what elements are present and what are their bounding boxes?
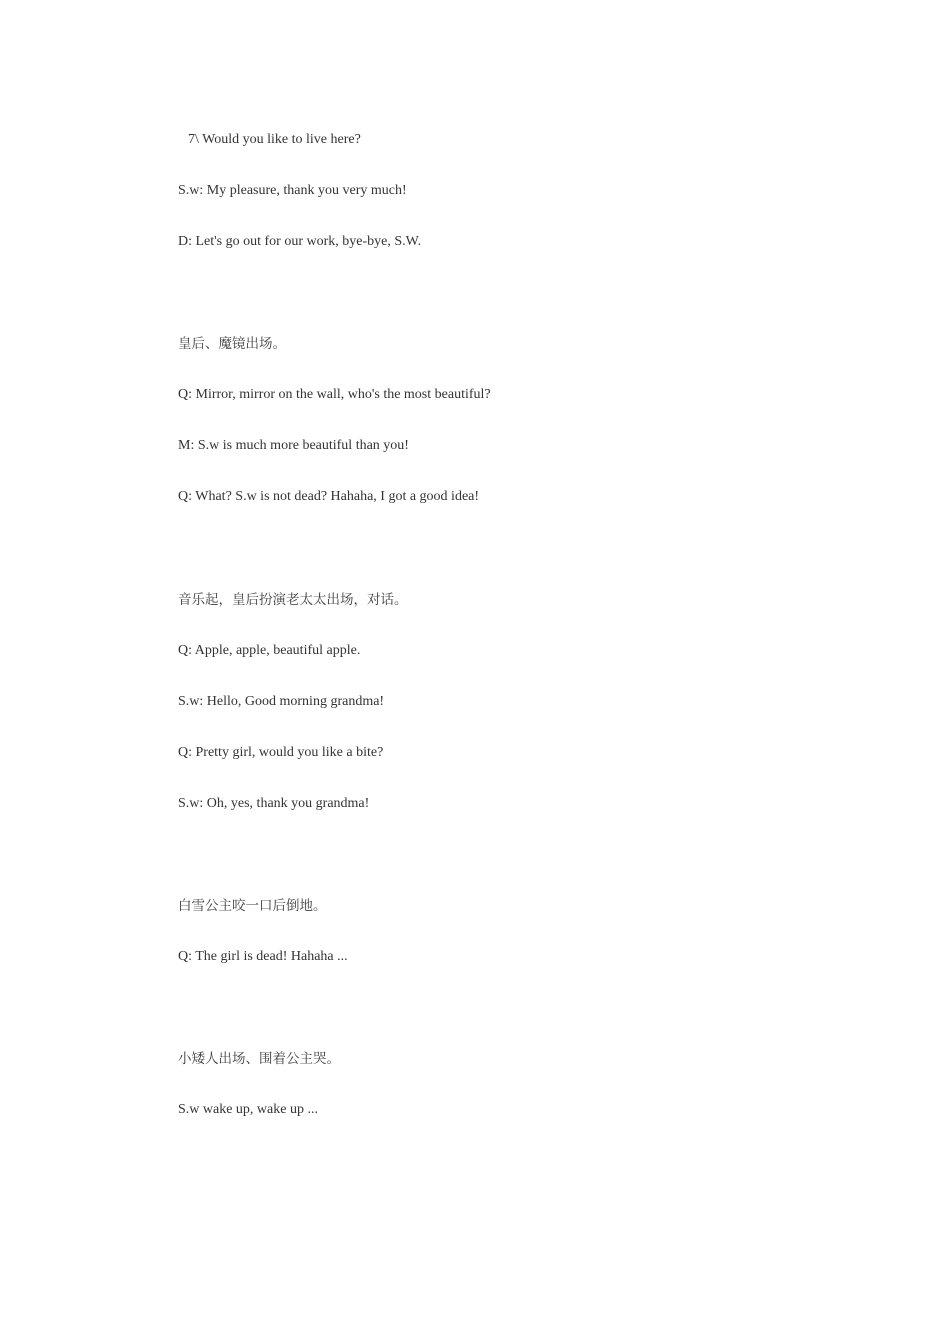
dialogue-line: S.w wake up, wake up ...: [178, 1102, 318, 1117]
stage-direction: 白雪公主咬一口后倒地。: [178, 898, 327, 914]
dialogue-line: D: Let's go out for our work, bye-bye, S.W.: [178, 234, 422, 249]
dialogue-line: Q: Mirror, mirror on the wall, who's the most beautiful?: [178, 387, 491, 402]
dialogue-line: M: S.w is much more beautiful than you!: [178, 438, 409, 453]
dialogue-line: S.w: Hello, Good morning grandma!: [178, 694, 385, 709]
dialogue-line: Q: Apple, apple, beautiful apple.: [178, 643, 361, 658]
stage-direction: 皇后、魔镜出场。: [178, 336, 286, 352]
dialogue-line: S.w: My pleasure, thank you very much!: [178, 183, 407, 198]
dialogue-line: 7\ Would you like to live here?: [188, 132, 361, 147]
stage-direction: 音乐起，皇后扮演老太太出场，对话。: [178, 592, 408, 608]
dialogue-line: Q: What? S.w is not dead? Hahaha, I got a good idea!: [178, 489, 480, 504]
stage-direction: 小矮人出场、围着公主哭。: [178, 1051, 340, 1067]
dialogue-line: Q: Pretty girl, would you like a bite?: [178, 745, 384, 760]
dialogue-line: S.w: Oh, yes, thank you grandma!: [178, 796, 370, 811]
dialogue-line: Q: The girl is dead! Hahaha ...: [178, 949, 348, 964]
